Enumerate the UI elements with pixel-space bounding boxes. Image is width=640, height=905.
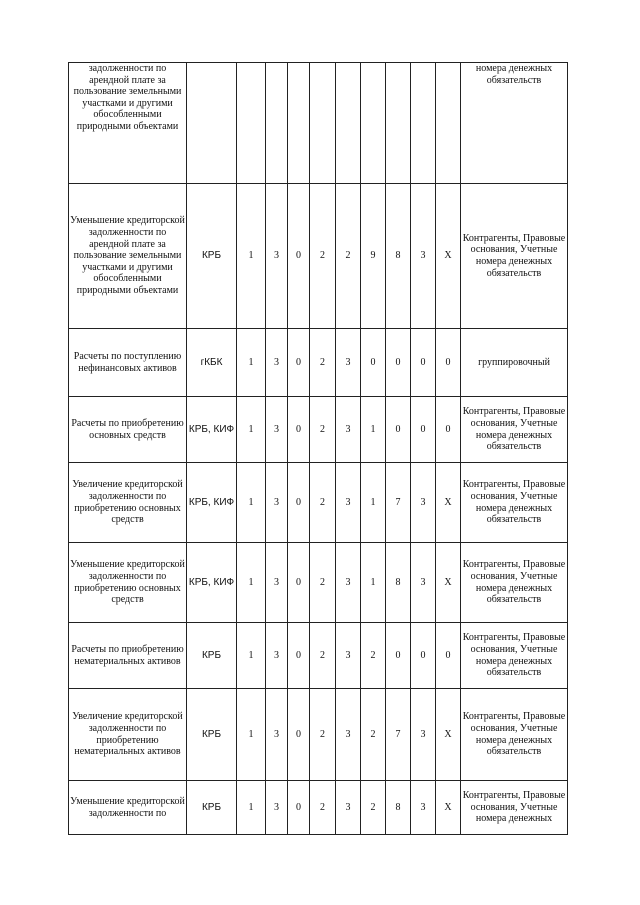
account-digit: 1 [237, 329, 266, 397]
account-digit: 3 [411, 463, 436, 543]
account-digit: 3 [336, 463, 361, 543]
account-name: Расчеты по приобретению основных средств [69, 397, 187, 463]
analytics-note: Контрагенты, Правовые основания, Учетные номера денежных обязательств [461, 397, 568, 463]
account-digit: 8 [386, 781, 411, 835]
account-code-type: КРБ [187, 184, 237, 329]
account-digit: 7 [386, 463, 411, 543]
account-digit: 3 [411, 543, 436, 623]
account-digit: 3 [336, 397, 361, 463]
account-digit: 3 [336, 329, 361, 397]
accounts-table [68, 62, 568, 835]
account-digit: 0 [411, 397, 436, 463]
analytics-note: номера денежных обязательств [461, 63, 568, 184]
account-digit [386, 63, 411, 184]
account-name: Увеличение кредиторской задолженности по приобретению нематериальных активов [69, 689, 187, 781]
account-digit: 0 [411, 623, 436, 689]
account-digit: 3 [336, 689, 361, 781]
account-digit: X [436, 781, 461, 835]
account-digit: 2 [310, 397, 336, 463]
account-digit: 3 [411, 184, 436, 329]
account-digit: 0 [288, 543, 310, 623]
analytics-note: Контрагенты, Правовые основания, Учетные номера денежных обязательств [461, 463, 568, 543]
account-code-type: КРБ, КИФ [187, 463, 237, 543]
account-digit: 1 [361, 397, 386, 463]
account-digit: 8 [386, 543, 411, 623]
account-digit: X [436, 184, 461, 329]
account-digit: 0 [386, 623, 411, 689]
account-digit: 1 [361, 543, 386, 623]
account-digit: 3 [266, 623, 288, 689]
account-digit: 3 [266, 781, 288, 835]
account-digit: 7 [386, 689, 411, 781]
account-digit: 0 [288, 623, 310, 689]
account-digit: 0 [436, 397, 461, 463]
account-digit: 0 [288, 329, 310, 397]
account-digit [436, 63, 461, 184]
account-digit: 1 [237, 463, 266, 543]
account-digit [361, 63, 386, 184]
account-digit: 2 [361, 781, 386, 835]
account-digit: 2 [310, 184, 336, 329]
account-code-type: КРБ, КИФ [187, 397, 237, 463]
account-digit: 2 [310, 781, 336, 835]
account-name: Увеличение кредиторской задолженности по приобретению основных средств [69, 463, 187, 543]
account-digit: X [436, 543, 461, 623]
analytics-note: Контрагенты, Правовые основания, Учетные номера денежных [461, 781, 568, 835]
table-row [69, 397, 568, 463]
account-digit: 0 [288, 689, 310, 781]
account-digit: 0 [436, 623, 461, 689]
account-digit [310, 63, 336, 184]
account-digit [288, 63, 310, 184]
table-row [69, 781, 568, 835]
account-name: Расчеты по приобретению нематериальных активов [69, 623, 187, 689]
account-digit: 1 [237, 543, 266, 623]
account-digit: 3 [266, 329, 288, 397]
account-code-type: КРБ [187, 781, 237, 835]
account-digit: 3 [266, 184, 288, 329]
account-digit: 3 [266, 689, 288, 781]
analytics-note: Контрагенты, Правовые основания, Учетные номера денежных обязательств [461, 689, 568, 781]
account-digit: 3 [266, 463, 288, 543]
account-name: Расчеты по поступлению нефинансовых активов [69, 329, 187, 397]
account-digit: 0 [288, 463, 310, 543]
account-digit: 2 [310, 329, 336, 397]
table-row [69, 623, 568, 689]
account-digit: 0 [436, 329, 461, 397]
account-code-type: КРБ [187, 623, 237, 689]
account-digit: 0 [288, 184, 310, 329]
account-digit: 1 [237, 184, 266, 329]
account-digit: 2 [310, 463, 336, 543]
table-row [69, 329, 568, 397]
account-code-type: КРБ [187, 689, 237, 781]
account-name: Уменьшение кредиторской задолженности по приобретению основных средств [69, 543, 187, 623]
account-digit: 2 [336, 184, 361, 329]
analytics-note: группировочный [461, 329, 568, 397]
account-digit: 3 [266, 397, 288, 463]
account-digit: 1 [237, 397, 266, 463]
table-row [69, 184, 568, 329]
analytics-note: Контрагенты, Правовые основания, Учетные номера денежных обязательств [461, 623, 568, 689]
account-code-type [187, 63, 237, 184]
account-digit [336, 63, 361, 184]
account-digit: X [436, 689, 461, 781]
account-digit: 0 [411, 329, 436, 397]
table-row [69, 463, 568, 543]
account-code-type: гКБК [187, 329, 237, 397]
account-digit: 0 [288, 397, 310, 463]
account-digit: 3 [266, 543, 288, 623]
table-row [69, 689, 568, 781]
account-digit: X [436, 463, 461, 543]
account-digit [411, 63, 436, 184]
account-digit: 1 [237, 623, 266, 689]
account-digit: 2 [361, 689, 386, 781]
table-row [69, 543, 568, 623]
analytics-note: Контрагенты, Правовые основания, Учетные номера денежных обязательств [461, 184, 568, 329]
account-digit [237, 63, 266, 184]
account-digit: 1 [237, 689, 266, 781]
account-digit: 1 [361, 463, 386, 543]
account-digit: 3 [336, 623, 361, 689]
account-digit: 1 [237, 781, 266, 835]
account-name: задолженности по арендной плате за пользование земельными участками и другими обособленными природными объектами [69, 63, 187, 184]
account-code-type: КРБ, КИФ [187, 543, 237, 623]
account-digit: 3 [411, 689, 436, 781]
account-name: Уменьшение кредиторской задолженности по арендной плате за пользование земельными участками и другими обособленными природными объектами [69, 184, 187, 329]
table-row [69, 63, 568, 184]
account-digit: 2 [361, 623, 386, 689]
account-digit: 2 [310, 623, 336, 689]
account-name: Уменьшение кредиторской задолженности по [69, 781, 187, 835]
account-digit: 3 [336, 781, 361, 835]
account-digit: 0 [386, 397, 411, 463]
analytics-note: Контрагенты, Правовые основания, Учетные номера денежных обязательств [461, 543, 568, 623]
account-digit: 0 [361, 329, 386, 397]
account-digit: 3 [411, 781, 436, 835]
account-digit: 9 [361, 184, 386, 329]
account-digit [266, 63, 288, 184]
account-digit: 8 [386, 184, 411, 329]
account-digit: 3 [336, 543, 361, 623]
account-digit: 0 [386, 329, 411, 397]
account-digit: 0 [288, 781, 310, 835]
account-digit: 2 [310, 689, 336, 781]
account-digit: 2 [310, 543, 336, 623]
